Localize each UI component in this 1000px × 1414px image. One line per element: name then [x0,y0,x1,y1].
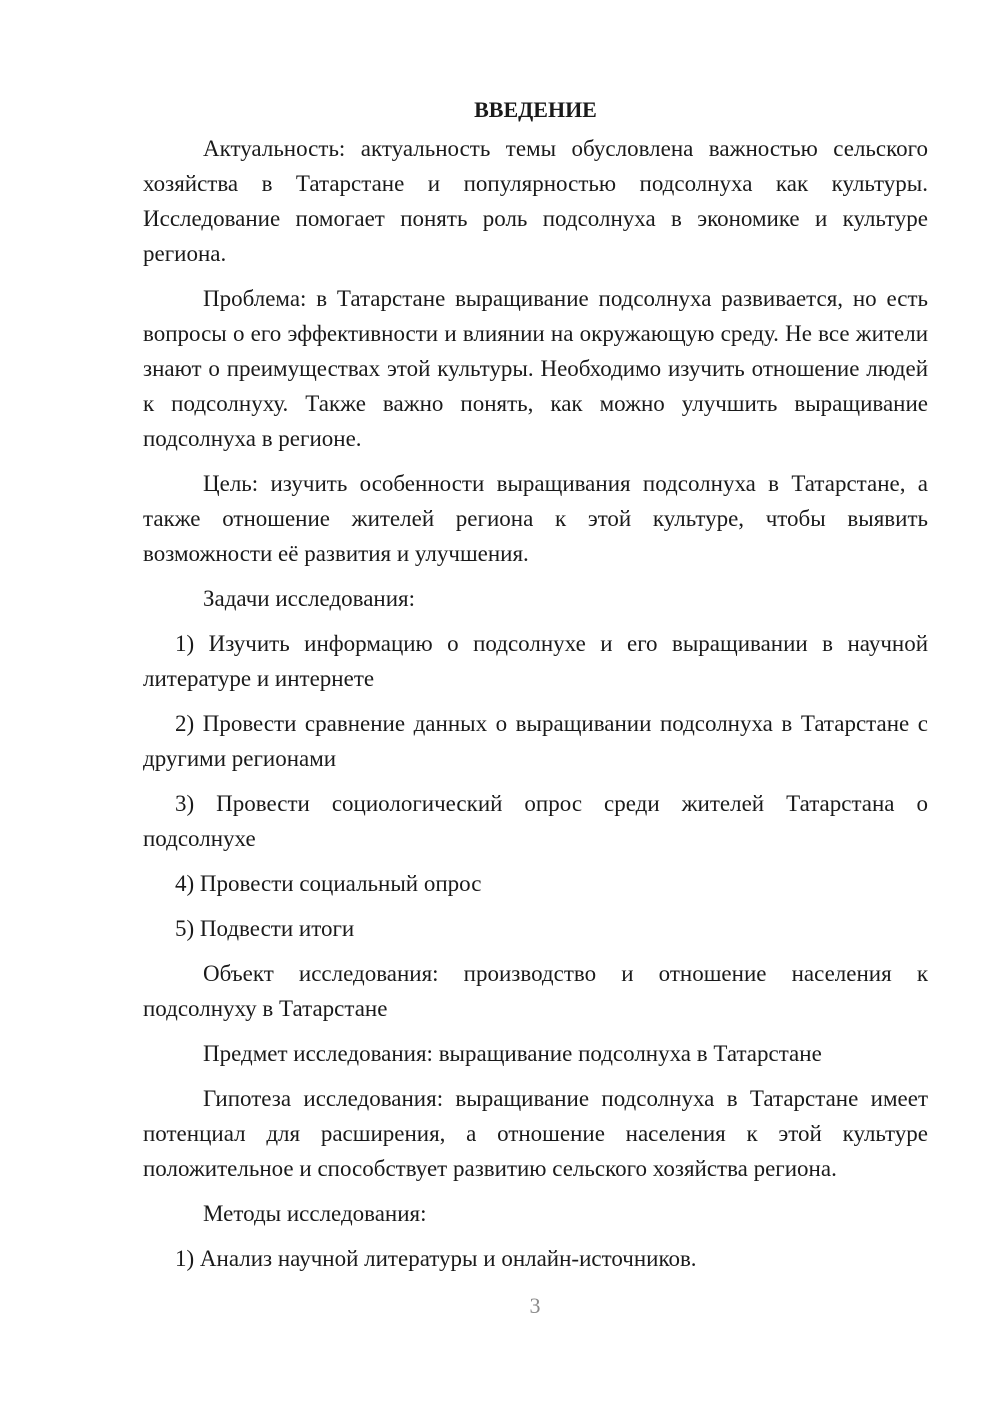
hypothesis-paragraph: Гипотеза исследования: выращивание подсолнуха в Татарстане имеет потенциал для расширения, а отношение населения к этой культуре положительное и способствует развитию сельского хозяйства региона. [143,1086,928,1181]
task-item: 3) Провести социологический опрос среди жителей Татарстана о подсолнухе [143,791,928,851]
relevance-paragraph: Актуальность: актуальность темы обусловлена важностью сельского хозяйства в Татарстане и популярностью подсолнуха как культуры. Исследование помогает понять роль подсолнуха в экономике и культуре региона. [143,136,928,266]
task-item: 2) Провести сравнение данных о выращивании подсолнуха в Татарстане с другими регионами [143,711,928,771]
subject-paragraph: Предмет исследования: выращивание подсолнуха в Татарстане [203,1041,822,1066]
document-body [143,92,928,1286]
task-item: 4) Провести социальный опрос [175,871,482,896]
tasks-heading: Задачи исследования: [203,586,416,611]
goal-paragraph: Цель: изучить особенности выращивания подсолнуха в Татарстане, а также отношение жителей региона к этой культуре, чтобы выявить возможности её развития и улучшения. [143,471,928,566]
page-number: 3 [529,1293,541,1318]
method-item: 1) Анализ научной литературы и онлайн-источников. [175,1246,697,1271]
object-paragraph: Объект исследования: производство и отношение населения к подсолнуху в Татарстане [143,961,928,1021]
task-item: 5) Подвести итоги [175,916,355,941]
section-heading: ВВЕДЕНИЕ [474,97,597,122]
methods-list [143,1241,928,1276]
tasks-list [143,626,928,946]
task-item: 1) Изучить информацию о подсолнухе и его выращивании в научной литературе и интернете [143,631,928,691]
methods-heading: Методы исследования: [203,1201,427,1226]
problem-paragraph: Проблема: в Татарстане выращивание подсолнуха развивается, но есть вопросы о его эффективности и влиянии на окружающую среду. Не все жители знают о преимуществах этой культуры. Необходимо изучить отношение людей к подсолнуху. Также важно понять, как можно улучшить выращивание подсолнуха в регионе. [143,286,928,451]
